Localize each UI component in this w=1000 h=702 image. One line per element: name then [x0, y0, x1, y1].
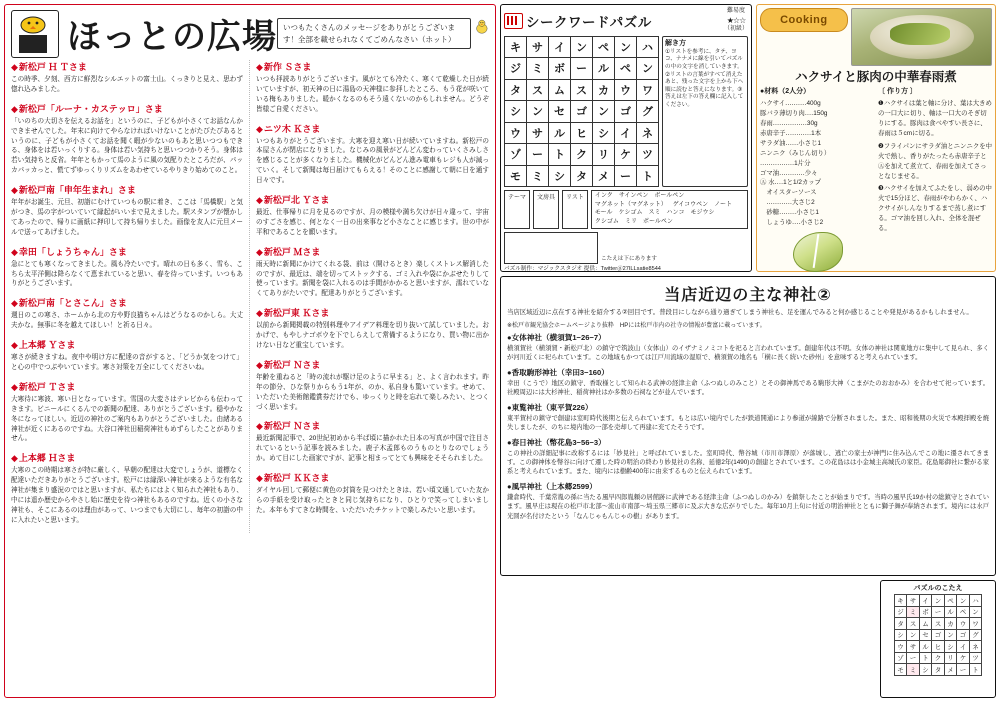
answer-cell: カ	[944, 618, 957, 630]
cooking-section	[756, 4, 996, 272]
puzzle-cell[interactable]: ン	[637, 58, 659, 80]
ingredient-item: 赤唐辛子‥‥‥‥‥‥1本	[760, 129, 822, 137]
difficulty-badge	[724, 8, 748, 34]
letter-body: 年齢を重ねると「時の流れが駆け足のように早まる」と、よく言われます。昨年の節分、ひな祭りからもう1年が、のか、私自身も驚いています。せめて、いただいた美術館鑑賞券だけでも、ゆっくりと時を忘れて楽しみたい、とつくづく思います。	[256, 373, 489, 411]
shrine-text: 東平賀村の鎮守で創建は室町時代後期と伝えられています。もとは広い境内でしたが鉄道開通により参道が線路で分断されました。また、昭和後期の火災で本殿拝殿を焼失しましたが、のちに境内地の一部を売却して再建に充てたそうです。	[507, 414, 989, 432]
letter-body: 大寒のこの時期は寒さが特に厳しく、早朝の配達は大変でしょうが、道標なく配達いただきありがとうございます。松戸には縁深い神社が来るような有名な神社が集まり盛況のではと思いますが、私たちにはよく知られた神社もあり、中には遥か歴史からやさし始に歴史を待つ神社もあるのですね。近くの小さな神社も、そこにあるのは理由があって、いつまでも大切にし、毎年の初詣の中に入れたいと思います。	[11, 467, 243, 524]
word-list-item: ボールペン	[654, 193, 685, 199]
answer-cell: ー	[907, 652, 920, 664]
letter-item	[11, 451, 243, 525]
answer-cell: ン	[907, 629, 920, 641]
letter-item	[256, 358, 489, 413]
letter-title: ◆ニツ木 Ｋさま	[256, 123, 321, 134]
puzzle-grid-row	[505, 79, 659, 101]
puzzle-title: シークワードパズル	[526, 14, 652, 30]
letter-body: ダイヤル回して郵便に黄色の封筒を見つけたときは、若い頃文通していた友からの手紙を受け取ったときと同じ気持ちになり、ひとりで笑ってしまいました。本年もすてきな時間を、いただいたチケットで楽しみたいと思います。	[256, 487, 489, 514]
answer-grid-row	[894, 641, 982, 653]
shrine-entry	[507, 481, 989, 521]
word-list-item: クシゴム	[594, 219, 619, 226]
answer-cell: シ	[919, 664, 932, 676]
letter-item	[11, 102, 243, 176]
chick-logo-icon	[11, 10, 59, 58]
answer-cell: ク	[932, 652, 945, 664]
letter-body: 最近、仕事帰りに月を見るのですが、月の模様や満ち欠けが日々違って、宇宙のすごさを感じ、何となく一日の出来事など小さなことに感じます。世の中が平和であることを願います。	[256, 209, 489, 236]
answer-cell: ウ	[957, 618, 970, 630]
puzzle-cell[interactable]: シ	[593, 122, 615, 144]
answer-cell: イ	[957, 641, 970, 653]
ingredient-item: 春雨‥‥‥‥‥‥‥‥30g	[760, 119, 818, 127]
letter-title: ◆幸田「しょうちゃん」さま	[11, 246, 127, 257]
word-list-item: ボールペン	[642, 219, 673, 226]
answer-cell: タ	[894, 618, 907, 630]
puzzle-cell[interactable]: ト	[549, 144, 571, 166]
ingredient-item: Ⓐ 水‥‥1と1/2カップ	[760, 179, 822, 187]
puzzle-cell[interactable]: ゴ	[615, 101, 637, 123]
steps-heading: 〔 作り方 〕	[878, 88, 917, 96]
letter-body: 大寒待に寒波、寒い日となっています。雪国の大変さはテレビからも伝わってきます。ビニールにくるんでの新聞の配達、ありがとうございます。穏やかな冬になってほしい。近辺の神社のご案内もありがとうございました。由緒ある神社が近くにあるのですね。大谷口神社田稲荷神社もめずらしたことがありません。	[11, 395, 243, 443]
masthead-note: いつもたくさんのメッセージをありがとうございます！全部を載せられなくてごめんなさい（ホット）	[277, 18, 471, 49]
puzzle-grid-row	[505, 101, 659, 123]
answer-grid	[894, 594, 983, 676]
letter-title: ◆新松戸北 Ｙさま	[256, 195, 330, 206]
letters-column-left	[11, 60, 250, 533]
answer-cell: ネ	[969, 641, 982, 653]
shrine-lead: 当店区域近辺に点在する神社を紹介する②回目です。普段目にしながら通り過ぎてしまう神社も、足を運んでみると何か感じることや発見があるかもしれません。	[507, 309, 973, 316]
shrine-text: 横須賀社（横須賀・新松戸北）の鎮守で筑波山（女体山）のイザナミノミコトを祀ると言われています。創建年代は不明。女体の神社は関東地方に集中して見られ、多くが河川近くに祀られています。この地域もかつては江戸川流域の湿原で、横須賀の地名も「横に長く続いた砂州」を意味すると考えられています。	[507, 344, 989, 362]
letter-title: ◆新松戸南「申年生まれ」さま	[11, 185, 136, 196]
ingredient-item: ‥‥‥‥‥‥大さじ2	[760, 199, 815, 207]
letter-item	[11, 296, 243, 331]
letter-body: 最近新聞記事で、20世紀初めから半ば頃に描かれた日本の写真が中国で注目されているという記事を読みました。鹿子木孟郎ものうものとりなのでしょうか。めて目にした画家ですが、記事と相まってとても興味をそそられました。	[256, 435, 489, 463]
puzzle-cell[interactable]: ケ	[615, 144, 637, 166]
puzzle-grid[interactable]	[504, 36, 659, 188]
puzzle-cell[interactable]: セ	[549, 101, 571, 123]
letter-title: ◆新作 Ｓさま	[256, 62, 312, 72]
shrine-entry	[507, 367, 989, 398]
answer-cell: ケ	[957, 652, 970, 664]
instructions-title: 解き方	[665, 39, 686, 47]
letter-title: ◆新松戸 Ｎさま	[256, 421, 321, 432]
page-title: ほっとの広場	[67, 18, 277, 56]
puzzle-cell[interactable]: ン	[571, 36, 593, 58]
answer-cell: ペ	[944, 595, 957, 607]
letter-title: ◆新松戸南「とさこん」さま	[11, 298, 127, 309]
answer-grid-row	[894, 652, 982, 664]
puzzle-cell[interactable]: ー	[615, 165, 637, 187]
answer-cell: ウ	[894, 641, 907, 653]
letter-body: いつもありがとうございます。大寒を迎え寒い日が続いていますね。新松戸の本屋さんが閉店になりました。なじみの風景がどんどん変わっていくさみしさを感じることが多くなりました。機械化がどんどん進み電車もレジも人が減っていく。そして新聞は毎日届けてもらえる！そのことに感謝して朝に日を通す日々です。	[256, 137, 489, 185]
word-list-item: スミ	[648, 210, 661, 217]
word-list-item: ゲイコウペン	[672, 201, 709, 208]
puzzle-cell[interactable]: リ	[593, 144, 615, 166]
letter-body: 週日のこの寒さ、ホームから北の方や野良猫ちゃんはどうなるのかしら。大丈夫かな。無事に冬を越えてほしい！と祈る日々。	[11, 312, 243, 330]
puzzle-cell[interactable]: ン	[615, 36, 637, 58]
puzzle-grid-row	[505, 165, 659, 187]
letter-title: ◆新松戸東 Ｋさま	[256, 308, 330, 319]
letter-body: いつも拝読ありがとうございます。風がとても冷たく、寒くて乾燥した日が続いていますが、初天神の日に湯島の天神様に参拝したところ、もう花が咲いている梅もありました。暖かくなるのもそう遠くないのかもしれません。どうぞ皆様ご自愛ください。	[256, 76, 489, 113]
puzzle-grid-row	[505, 144, 659, 166]
answer-cell: ー	[932, 606, 945, 618]
ingredient-item: 砂糖‥‥‥‥小さじ1	[760, 209, 819, 217]
puzzle-cell[interactable]: シ	[505, 101, 527, 123]
puzzle-cell[interactable]: ミ	[527, 58, 549, 80]
hot-square-section	[4, 4, 496, 698]
hakusai-illustration-icon	[789, 230, 845, 272]
steps-column	[878, 87, 992, 272]
letter-title: ◆上本郷 Ｙさま	[11, 340, 76, 351]
answer-cell: ツ	[969, 652, 982, 664]
answer-cell: グ	[969, 629, 982, 641]
answer-cell: ン	[969, 606, 982, 618]
theme-label: テーマ	[504, 190, 530, 229]
puzzle-body	[504, 36, 748, 188]
shrine-article-section	[500, 276, 996, 576]
puzzle-cell[interactable]: タ	[571, 165, 593, 187]
answer-cell: ワ	[969, 618, 982, 630]
puzzle-cell[interactable]: シ	[549, 165, 571, 187]
puzzle-cell[interactable]: ネ	[637, 122, 659, 144]
letter-item	[11, 338, 243, 373]
ingredient-item: ハクサイ‥‥‥‥‥400g	[760, 100, 821, 108]
list-label: リスト	[562, 190, 588, 229]
shrine-entry	[507, 437, 989, 477]
letter-item	[256, 471, 489, 516]
shrine-name: ●東覧神社（東平賀226）	[507, 402, 593, 412]
puzzle-cell[interactable]: サ	[527, 36, 549, 58]
word-list-item: ノート	[714, 201, 732, 208]
puzzle-cell[interactable]: ー	[527, 144, 549, 166]
letter-item	[11, 380, 243, 444]
puzzle-cell[interactable]: ワ	[637, 79, 659, 101]
puzzle-cell[interactable]: ム	[549, 79, 571, 101]
answer-cell: キ	[894, 595, 907, 607]
puzzle-cell[interactable]: ン	[527, 101, 549, 123]
answer-cell: ボ	[919, 606, 932, 618]
letter-body: 以前から新聞掲載の特別料理やアイデア料理を切り抜いて試していました。おかげで、もやしナゴボウを下でしらえして常備するようになり、買い物に出かけない日など重宝しています。	[256, 322, 489, 350]
shrine-title: 当店近辺の主な神社②	[664, 287, 832, 304]
letter-title: ◆新松戸 Ｔさま	[11, 381, 76, 392]
cooking-header	[760, 8, 992, 66]
answer-cell: ペ	[957, 606, 970, 618]
letter-item	[256, 122, 489, 186]
answer-grid-row	[894, 629, 982, 641]
letter-item	[256, 60, 489, 115]
letter-item	[256, 245, 489, 300]
dish-photo	[851, 8, 992, 66]
puzzle-answer-section	[880, 580, 996, 698]
letter-title: ◆新松戸 Ｎさま	[256, 359, 321, 370]
letter-item	[11, 60, 243, 95]
ingredient-item: サラダ油‥‥‥小さじ1	[760, 139, 822, 147]
shrine-text: 鎌倉時代、千葉常胤の孫に当たる風早四郎胤頼の居館跡に武神である経津主命（ふつぬしのかみ）を鎮祭したことが始まりです。当時の風早氏19か村の総鎮守とされています。風早庄は現在の松戸市北部〜流山市南部〜埼玉県三郷市に及ぶ大きな広がりでした。毎年10月上旬に付近の明治神社とともに獅子舞が奉納されます。境内には水戸光圀が名付けたという「なんじゃもんじゃの樹」があります。	[507, 493, 989, 520]
ingredient-item: ゴマ油‥‥‥‥‥‥少々	[760, 169, 818, 177]
answer-cell: メ	[944, 664, 957, 676]
ingredients-heading: ●材料（2人分）	[760, 88, 811, 96]
puzzle-cell[interactable]: ツ	[637, 144, 659, 166]
word-list-item: サインペン	[618, 193, 649, 199]
difficulty-sub: （初級）	[723, 26, 748, 32]
answer-cell: ゾ	[894, 652, 907, 664]
answer-cell: ゴ	[932, 629, 945, 641]
puzzle-word-list	[591, 190, 748, 229]
answer-grid-row	[894, 595, 982, 607]
letters-columns	[5, 60, 495, 537]
instructions-text: ①リストを参考に、タテ、ヨコ、ナナメに線を引いてパズルの中の文字を消していきます。②リストの言葉がすべて消えたあと、残った文字を上から下へ順に読むと答えになります。③答えは左下の答え欄に記入してください。	[665, 48, 744, 108]
ingredients-column	[760, 87, 874, 272]
answer-cell: リ	[944, 652, 957, 664]
recipe-body	[760, 87, 992, 272]
word-list-item: ハンコ	[666, 210, 685, 217]
letter-body: 雨天時に新聞にかけてくれる袋、前は（開けるとき）楽しくストレス解消したのですが、最近は、端を切ってストックする、ゴミ入れや袋にかぶせたりして使っています。新聞を袋に入れるのは手間がかかると思いますが、濡れていなくてありがたいです。配達ありがとうございます。	[256, 260, 489, 298]
answer-cell: ジ	[894, 606, 907, 618]
cooking-badge: Cooking	[760, 8, 848, 32]
puzzle-grid-row	[505, 58, 659, 80]
shrine-name: ●女体神社（横須賀1−26−7）	[507, 332, 606, 342]
chick-decor-icon	[475, 19, 489, 49]
letter-body: 「いのちの大切さを伝えるお話を」というのに、子どもが小さくてお話なんかできませんでした。年末に向けてやらなければいけないことがたびたびあるというのに、子どもが小さくてお話を聞く暇が少ないのもあと思いつつもできる、身体をは若いっくりする。身体は若い気持ちと思いつつかりそう。身体は若い気持ちと反省。年年ともかって馬のように風の気配りたところだが、パッカパッカっと、慌てずゆっくりリズムをあわせているやりきり始めてのこと。	[11, 117, 243, 175]
shrine-entry	[507, 402, 989, 433]
puzzle-cell[interactable]: ウ	[615, 79, 637, 101]
puzzle-grid-row	[505, 36, 659, 58]
puzzle-cell[interactable]: モ	[505, 165, 527, 187]
answer-cell: ー	[957, 664, 970, 676]
puzzle-cell[interactable]: ウ	[505, 122, 527, 144]
puzzle-cell[interactable]: ス	[571, 79, 593, 101]
step-item: ❷フライパンにサラダ油とニンニクを中火で熱し、香りがたったら赤唐辛子とⒶを加えて煮立て、春雨を加えてさっとなじませる。	[878, 142, 992, 180]
answer-cell: ン	[944, 629, 957, 641]
shrine-text: この神社の詳細記事に改称するには「妙見社」と呼ばれていました。室町時代、幣谷城（市川市澤原）が落城し、逃亡の家士が神門に住み込んでこの地に遷されてきます。この御神体を幣谷に向けて遷した時の明治の終わり妙見社の名称、延徳2年(1490)の創建とされています。この花島はは小金城主高城氏の家臣。花島彫御社に繋がる家系と考えられています。また、境内には樹齢400年に由来するものと伝えられています。	[507, 449, 989, 476]
answer-grid-row	[894, 618, 982, 630]
letter-title: ◆新松戸 ＫＫさま	[256, 473, 330, 484]
letter-item	[11, 183, 243, 238]
puzzle-cell[interactable]: ル	[549, 122, 571, 144]
word-list-item: ケシゴム	[618, 210, 643, 217]
ingredient-item: ニンニク（みじん切り）	[760, 149, 831, 157]
shrine-name: ●春日神社（幣花島3−56−3）	[507, 437, 606, 447]
ingredient-item: オイスターソース	[760, 189, 817, 197]
step-item: ❶ハクサイは葉と軸に分け、葉は大きめの一口大に切り、軸は一口大のそぎ切りにする。豚肉は食べやすい長さに、春雨は５cmに切る。	[878, 100, 992, 137]
step-item: ❸ハクサイを加えてふたをし、弱めの中火で15分ほど、春雨がやわらかく、ハクサイがしんなりするまで蒸し煮にする。ゴマ油を回し入れ、全体を混ぜる。	[878, 185, 992, 233]
answer-grid-row	[894, 606, 982, 618]
answer-input-box[interactable]	[504, 232, 598, 264]
answer-cell: イ	[919, 595, 932, 607]
answer-cell: セ	[919, 629, 932, 641]
answer-cell: ミ	[907, 664, 920, 676]
answer-cell: ス	[932, 618, 945, 630]
shrine-name: ●香取駒形神社（幸田3−160）	[507, 367, 609, 377]
answer-cell: ン	[932, 595, 945, 607]
puzzle-cell[interactable]: ル	[593, 58, 615, 80]
answer-cell: ミ	[907, 606, 920, 618]
puzzle-instructions	[662, 36, 748, 188]
shrine-text: 幸田（こうで）地区の鎮守、香取様として知られる武神の経津主命（ふつぬしのみこと）とその御神馬である駒形大神（こまがたのおおかみ）を合わせて祀っています。社殿周辺には大杉神社、稲荷神社はか多数の石祠などが並んでいます。	[507, 379, 989, 397]
puzzle-cell[interactable]: ト	[637, 165, 659, 187]
masthead	[5, 5, 495, 60]
letter-title: ◆新松戸 Ｍさま	[256, 246, 321, 257]
puzzle-cell[interactable]: ミ	[527, 165, 549, 187]
letter-item	[11, 245, 243, 290]
letter-body: この時季、夕刻、西方に鮮烈なシルエットの富士山。くっきりと見え、思わず惚れ込みました。	[11, 76, 243, 93]
answer-cell: シ	[894, 629, 907, 641]
letter-body: 急にとても寒くなってきました。風も冷たいです。晴れの日も多く、雪も、こちら太平洋側は降らなくて恵まれていると思い、春を待っています。いつもありがとうございます。	[11, 260, 243, 288]
answer-cell: ト	[969, 664, 982, 676]
answer-hint: こたえは下にあります	[601, 256, 657, 263]
puzzle-cell[interactable]: イ	[549, 36, 571, 58]
shrine-name: ●風早神社（上本郷2599）	[507, 481, 597, 491]
answer-cell: タ	[932, 664, 945, 676]
puzzle-cell[interactable]: ボ	[549, 58, 571, 80]
puzzle-grid-row	[505, 122, 659, 144]
answer-cell: ハ	[969, 595, 982, 607]
shrine-entry	[507, 332, 989, 363]
ingredient-item: 豚バラ薄切り肉‥‥150g	[760, 110, 828, 118]
difficulty-stars: ★☆☆	[726, 15, 746, 25]
answer-cell: モ	[894, 664, 907, 676]
puzzle-cell[interactable]: ン	[593, 101, 615, 123]
theme-value: 文房具	[533, 190, 559, 229]
answer-cell: シ	[944, 641, 957, 653]
word-list-item: ミリ	[624, 219, 637, 226]
difficulty-label: 難易度	[726, 8, 745, 14]
letter-body: 年年がお誕生、元旦、初詣にむけていつもの駅に着き、ここは「馬橋駅」と気がつき、馬の字がついていて縁起がいいまで見えました。駅スタンプが懐かしてあったので、帰りに画紙に押印して持ち帰りました。画像を友人に元旦メールで送ってあげました。	[11, 199, 243, 236]
answer-cell: ン	[957, 595, 970, 607]
puzzle-cell[interactable]: ク	[571, 144, 593, 166]
puzzle-cell[interactable]: ス	[527, 79, 549, 101]
answer-grid-row	[894, 664, 982, 676]
puzzle-cell[interactable]: ー	[571, 58, 593, 80]
answer-cell: ス	[907, 618, 920, 630]
answer-cell: サ	[907, 641, 920, 653]
ingredient-item: ‥‥‥‥‥‥‥‥1片分	[760, 159, 811, 167]
word-list-item: インク	[594, 193, 613, 199]
puzzle-cell[interactable]: ジ	[505, 58, 527, 80]
puzzle-cell[interactable]: カ	[593, 79, 615, 101]
puzzle-cell[interactable]: ヒ	[571, 122, 593, 144]
puzzle-cell[interactable]: ペ	[593, 36, 615, 58]
answer-cell: ト	[919, 652, 932, 664]
puzzle-answer-row	[504, 232, 748, 264]
puzzle-cell[interactable]: ゴ	[571, 101, 593, 123]
answer-title: パズルのこたえ	[913, 585, 963, 592]
recipe-title: ハクサイと豚肉の中華春雨煮	[795, 70, 957, 84]
puzzle-cell[interactable]: グ	[637, 101, 659, 123]
answer-cell: ム	[919, 618, 932, 630]
letter-item	[256, 419, 489, 464]
crossword-icon	[504, 13, 523, 29]
ingredient-item: しょうゆ‥‥小さじ2	[760, 219, 824, 227]
letter-title: ◆新松戸「ルーナ・カステッロ」さま	[11, 103, 163, 114]
answer-cell: ゴ	[957, 629, 970, 641]
puzzle-cell[interactable]: イ	[615, 122, 637, 144]
puzzle-cell[interactable]: タ	[505, 79, 527, 101]
word-list-item: モール	[594, 210, 613, 217]
puzzle-credit: パズル制作：マジックスタジオ 提供：Twitter＠27ILLsatie8544	[504, 265, 661, 272]
puzzle-cell[interactable]: ペ	[615, 58, 637, 80]
letter-item	[256, 306, 489, 351]
puzzle-cell[interactable]: ハ	[637, 36, 659, 58]
letter-title: ◆新松戸 Ｈ Ｔさま	[11, 62, 87, 72]
answer-cell: サ	[907, 595, 920, 607]
word-list-item: マグネット（マグネット）	[594, 201, 667, 208]
answer-cell: ル	[919, 641, 932, 653]
letter-item	[256, 193, 489, 238]
puzzle-cell[interactable]: メ	[593, 165, 615, 187]
letter-title: ◆上本郷 Ｈさま	[11, 453, 76, 464]
puzzle-cell[interactable]: サ	[527, 122, 549, 144]
letters-column-right	[250, 60, 489, 533]
puzzle-cell[interactable]: キ	[505, 36, 527, 58]
puzzle-cell[interactable]: ゾ	[505, 144, 527, 166]
word-list-item: モジウシ	[690, 210, 715, 217]
answer-cell: ル	[944, 606, 957, 618]
letter-body: 寒さが続きますね。夜中や明け方に配達の音がすると、「どうか気をつけて」と心の中でつぶやいています。寒さ対策を万全にしてくださいね。	[11, 354, 243, 372]
puzzle-section	[500, 4, 752, 272]
puzzle-theme-row	[504, 190, 748, 229]
shrine-source-note: ※松戸市観光協会ホームページより抜粋 HPには松戸市内の社寺の情報が豊富に載っています。	[507, 322, 766, 329]
answer-cell: ヒ	[932, 641, 945, 653]
puzzle-header	[504, 8, 748, 34]
